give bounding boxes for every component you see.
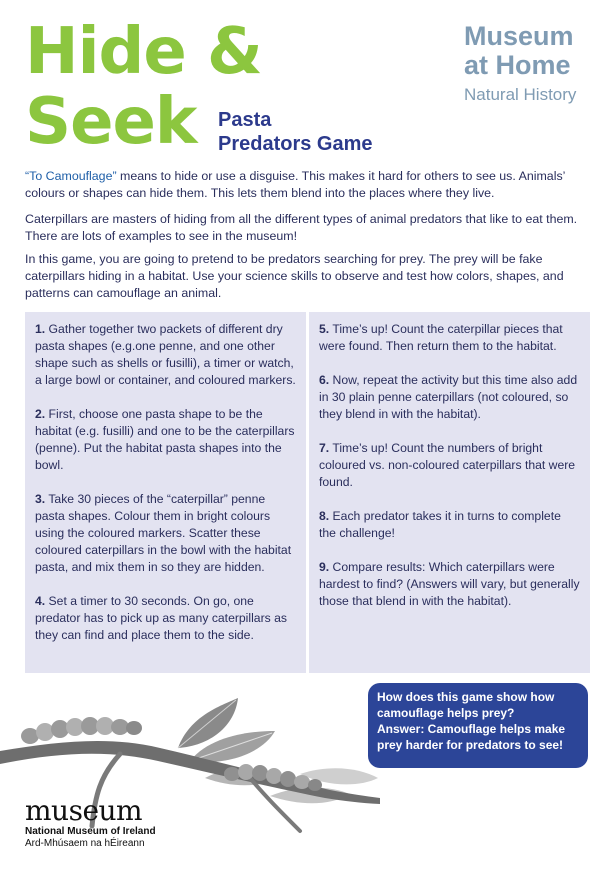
step-number: 5. <box>319 322 330 336</box>
caterpillar-icon <box>21 717 142 744</box>
step-text: Gather together two packets of different dry pasta shapes (e.g.one penne, and one other shape such as shells or fusilli), a timer or watch, a large bowl or container, and coloured markers. <box>35 322 296 387</box>
step-6 <box>319 372 580 423</box>
step-4 <box>35 593 296 644</box>
instructions-right-column <box>309 312 590 673</box>
intro-paragraph-2: Caterpillars are masters of hiding from all the different types of animal predators that like to eat them. There are lots of examples to see in the museum! <box>25 212 578 243</box>
museum-logo: museum <box>25 794 143 827</box>
step-number: 7. <box>319 441 330 455</box>
intro-paragraph-3: In this game, you are going to pretend to be predators searching for prey. The prey will be fake caterpillars hiding in a habitat. Use your science skills to observe and test how colors, shapes, and patterns can camouflage an animal. <box>25 252 564 300</box>
step-text: Time’s up! Count the numbers of bright coloured vs. non-coloured caterpillars that were found. <box>319 441 576 489</box>
step-number: 9. <box>319 560 330 574</box>
step-5 <box>319 321 580 355</box>
step-3 <box>35 491 296 576</box>
title-hide: Hide & <box>25 15 262 89</box>
brand-museum: Museum <box>464 21 574 51</box>
subtitle-line2: Predators Game <box>218 133 373 155</box>
logo-english-name: National Museum of Ireland <box>25 826 156 837</box>
answer-callout <box>368 683 588 768</box>
step-text: Now, repeat the activity but this time also add in 30 plain penne caterpillars (not coloured, so they blend in with the habitat). <box>319 373 578 421</box>
step-number: 2. <box>35 407 46 421</box>
callout-question: How does this game show how camouflage helps prey? <box>377 690 555 720</box>
title-seek: Seek <box>25 85 197 159</box>
step-text: Time’s up! Count the caterpillar pieces that were found. Then return them to the habitat. <box>319 322 563 353</box>
step-number: 4. <box>35 594 46 608</box>
step-9 <box>319 559 580 610</box>
brand-natural-history: Natural History <box>464 85 577 104</box>
step-number: 3. <box>35 492 46 506</box>
intro-p1-text: means to hide or use a disguise. This makes it hard for others to see us. Animals’ colours or shapes can hide them. This lets them blend into the places where they live. <box>25 169 565 200</box>
instructions-left-column <box>25 312 306 673</box>
step-8 <box>319 508 580 542</box>
step-1 <box>35 321 296 389</box>
intro-paragraph-1 <box>25 168 591 202</box>
step-number: 1. <box>35 322 46 336</box>
step-number: 6. <box>319 373 330 387</box>
step-2 <box>35 406 296 474</box>
brand-at-home: at Home <box>464 50 571 80</box>
step-number: 8. <box>319 509 330 523</box>
logo-irish-name: Ard-Mhúsaem na hÉireann <box>25 838 145 849</box>
step-text: Each predator takes it in turns to complete the challenge! <box>319 509 561 540</box>
step-text: Set a timer to 30 seconds. On go, one predator has to pick up as many caterpillars as they can find and place them to the side. <box>35 594 287 642</box>
camouflage-quote: “To Camouflage” <box>25 169 117 183</box>
step-text: Compare results: Which caterpillars were hardest to find? (Answers will vary, but generally those that blend in with the habitat). <box>319 560 580 608</box>
step-7 <box>319 440 580 491</box>
step-text: First, choose one pasta shape to be the habitat (e.g. fusilli) and one to be the caterpillars (penne). Put the habitat pasta shapes into the bowl. <box>35 407 295 472</box>
subtitle-line1: Pasta <box>218 109 272 131</box>
step-text: Take 30 pieces of the “caterpillar” penne pasta shapes. Colour them in bright colours using the coloured markers. Scatter these coloured caterpillars in the bowl with the habitat pasta, and mix them in so they are hidden. <box>35 492 292 574</box>
callout-answer: Answer: Camouflage helps make prey harder for predators to see! <box>377 722 566 752</box>
